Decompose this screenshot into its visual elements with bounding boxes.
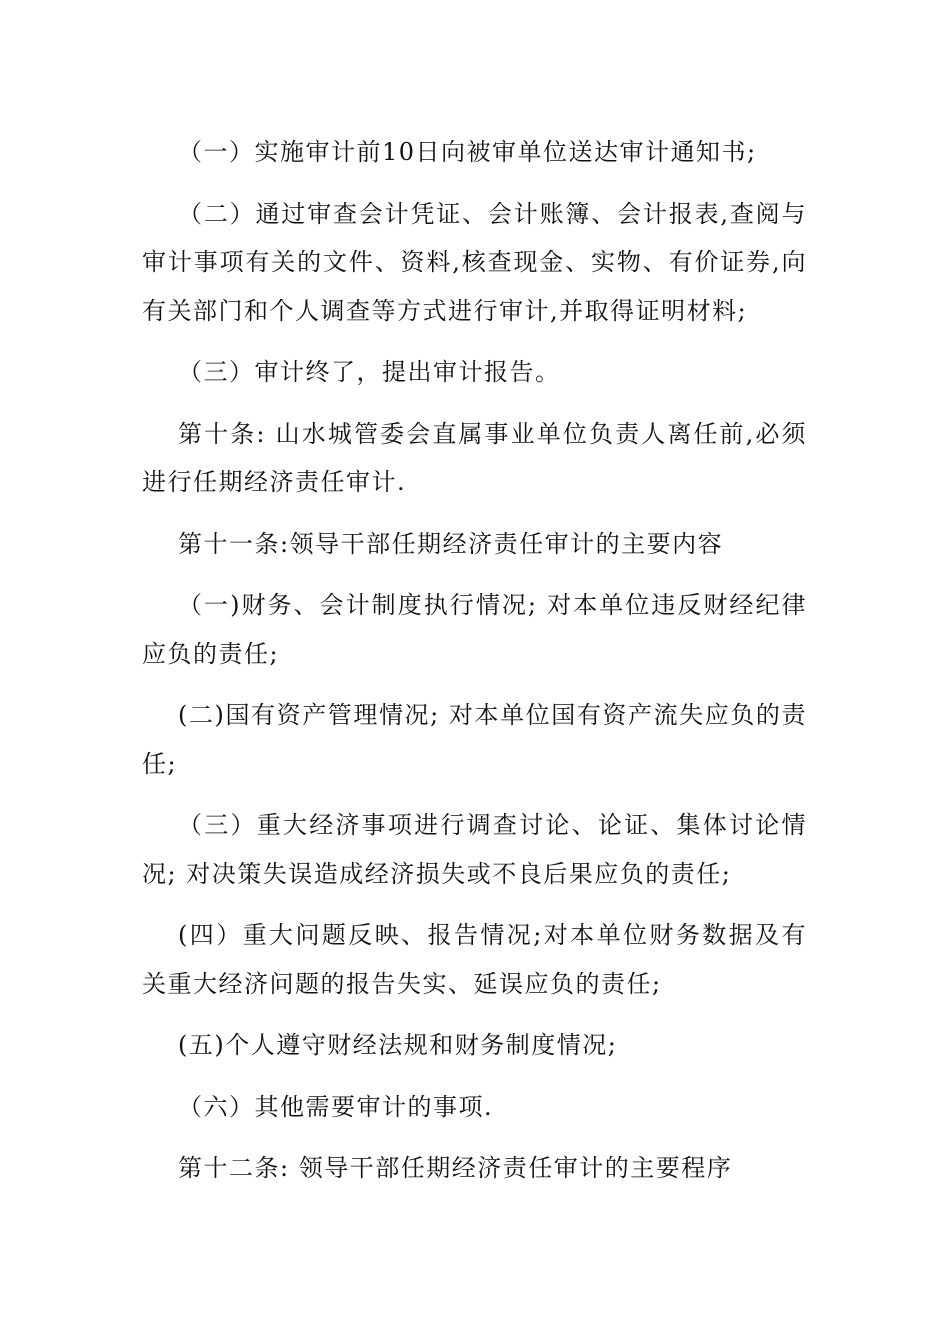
item-state-assets: (二)国有资产管理情况; 对本单位国有资产流失应负的责任;: [142, 701, 807, 778]
document-body: [142, 128, 807, 1206]
item-major-issues-reporting: (四）重大问题反映、报告情况;对本单位财务数据及有关重大经济问题的报告失实、延误应负的责任;: [142, 921, 807, 998]
paragraph-audit-methods: （二）通过审查会计凭证、会计账簿、会计报表,查阅与审计事项有关的文件、资料,核查现金、实物、有价证券,向有关部门和个人调查等方式进行审计,并取得证明材料;: [142, 199, 807, 325]
item-personal-compliance: (五)个人遵守财经法规和财务制度情况;: [178, 1031, 618, 1059]
article-10: 第十条: 山水城管委会直属事业单位负责人离任前,必须进行任期经济责任审计.: [142, 419, 807, 496]
article-12-heading: 第十二条: 领导干部任期经济责任审计的主要程序: [178, 1154, 733, 1182]
paragraph-notice: （一）实施审计前10日向被审单位送达审计通知书;: [178, 138, 757, 166]
paragraph-audit-report: （三）审计终了，提出审计报告。: [178, 358, 561, 386]
article-11-heading: 第十一条:领导干部任期经济责任审计的主要内容: [178, 529, 724, 558]
item-financial-system: （一)财务、会计制度执行情况; 对本单位违反财经纪律应负的责任;: [142, 591, 807, 668]
item-major-economic-matters: （三）重大经济事项进行调查讨论、论证、集体讨论情况; 对决策失误造成经济损失或不良后果应负的责任;: [142, 811, 807, 888]
item-other-matters: （六）其他需要审计的事项.: [178, 1092, 494, 1121]
